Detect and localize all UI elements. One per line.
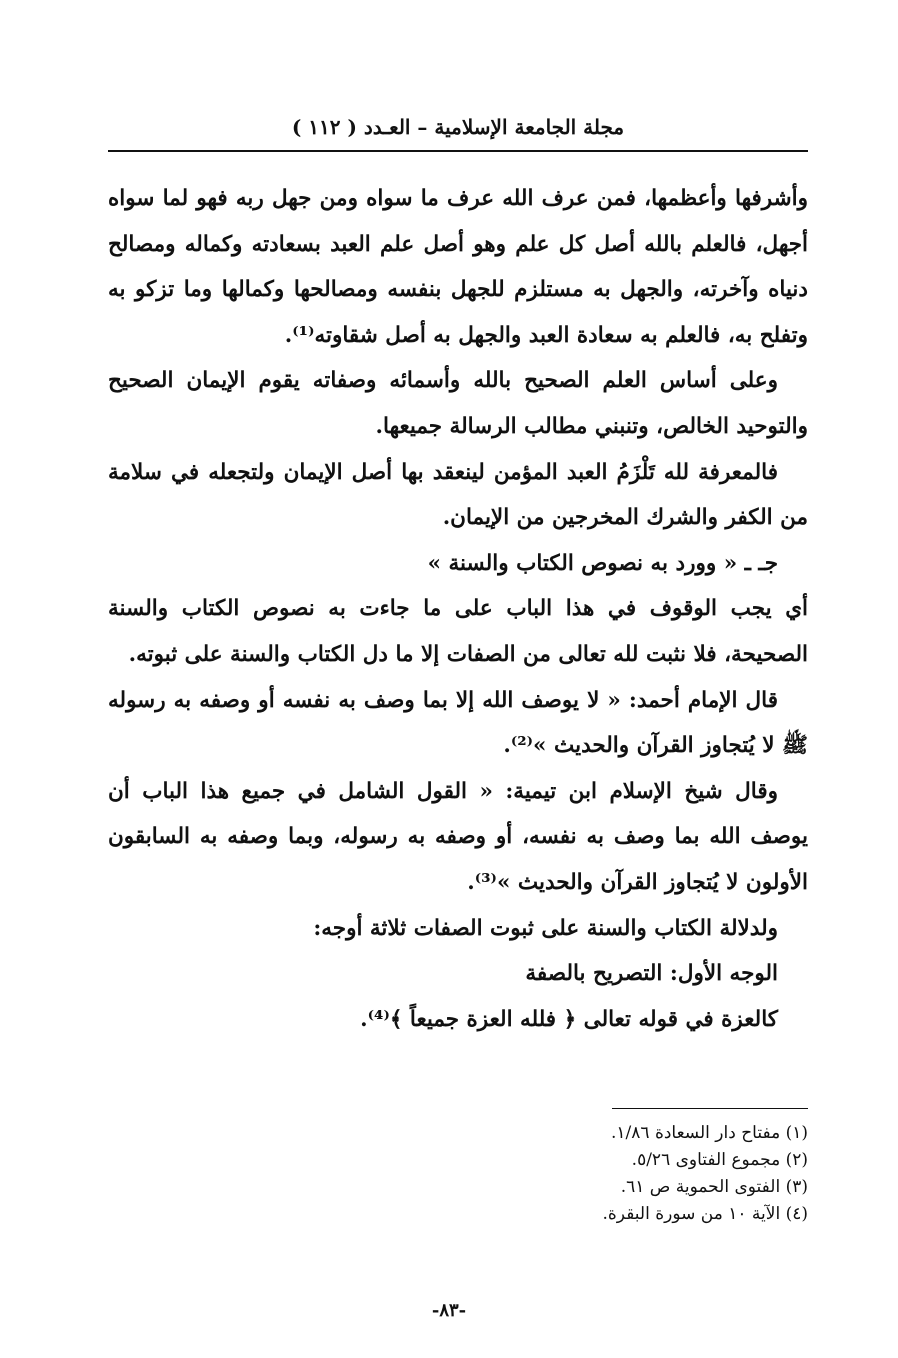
paragraph: قال الإمام أحمد: « لا يوصف الله إلا بما وصف به نفسه أو وصفه به رسوله ﷺ لا يُتجاوز القرآن والحديث »⁽²⁾. [108, 687, 808, 759]
paragraph: الوجه الأول: التصريح بالصفة [525, 961, 778, 987]
paragraph: أي يجب الوقوف في هذا الباب على ما جاءت به نصوص الكتاب والسنة الصحيحة، فلا نثبت لله تعالى من الصفات إلا ما دل الكتاب والسنة على ثبوته. [108, 596, 808, 667]
footnote: (٢) مجموع الفتاوى ٥/٢٦. [631, 1150, 808, 1170]
paragraph: وأشرفها وأعظمها، فمن عرف الله عرف ما سواه ومن جهل ربه فهو لما سواه أجهل، فالعلم بالله أصل كل علم وهو أصل علم العبد بسعادته وكماله ومصالح دنياه وآخرته، والجهل به مستلزم للجهل بنفسه ومصالحها وكمالها وما تزكو به وتفلح به، فالعلم به سعادة العبد والجهل به أصل شقاوته⁽¹⁾. [108, 186, 808, 348]
paragraph: وعلى أساس العلم الصحيح بالله وأسمائه وصفاته يقوم الإيمان الصحيح والتوحيد الخالص، وتنبني مطالب الرسالة جميعها. [108, 368, 808, 439]
paragraph: كالعزة في قوله تعالى ﴿ فلله العزة جميعاً ﴾⁽⁴⁾. [360, 1006, 778, 1032]
footnote-rule [612, 1108, 808, 1109]
footnote: (٣) الفتوى الحموية ص ٦١. [620, 1177, 808, 1197]
paragraph: وقال شيخ الإسلام ابن تيمية: « القول الشامل في جميع هذا الباب أن يوصف الله بما وصف به نفسه، أو وصفه به رسوله، وبما وصفه به السابقون الأولون لا يُتجاوز القرآن والحديث »⁽³⁾. [108, 778, 808, 895]
header-rule [108, 150, 808, 152]
subheading: جـ ـ « وورد به نصوص الكتاب والسنة » [427, 550, 778, 576]
body-text [108, 176, 808, 1042]
footnotes [408, 1120, 808, 1228]
paragraph: فالمعرفة لله تَلْزَمُ العبد المؤمن لينعقد بها أصل الإيمان ولتجعله في سلامة من الكفر والشرك المخرجين من الإيمان. [108, 459, 808, 531]
paragraph: ولدلالة الكتاب والسنة على ثبوت الصفات ثلاثة أوجه: [313, 915, 778, 941]
page-number: -٨٣- [431, 1300, 467, 1321]
footnote: (١) مفتاح دار السعادة ١/٨٦. [611, 1123, 808, 1143]
footnote: (٤) الآية ١٠ من سورة البقرة. [602, 1204, 808, 1224]
running-header: مجلة الجامعة الإسلامية – العـدد ( ١١٢ ) [291, 115, 625, 139]
